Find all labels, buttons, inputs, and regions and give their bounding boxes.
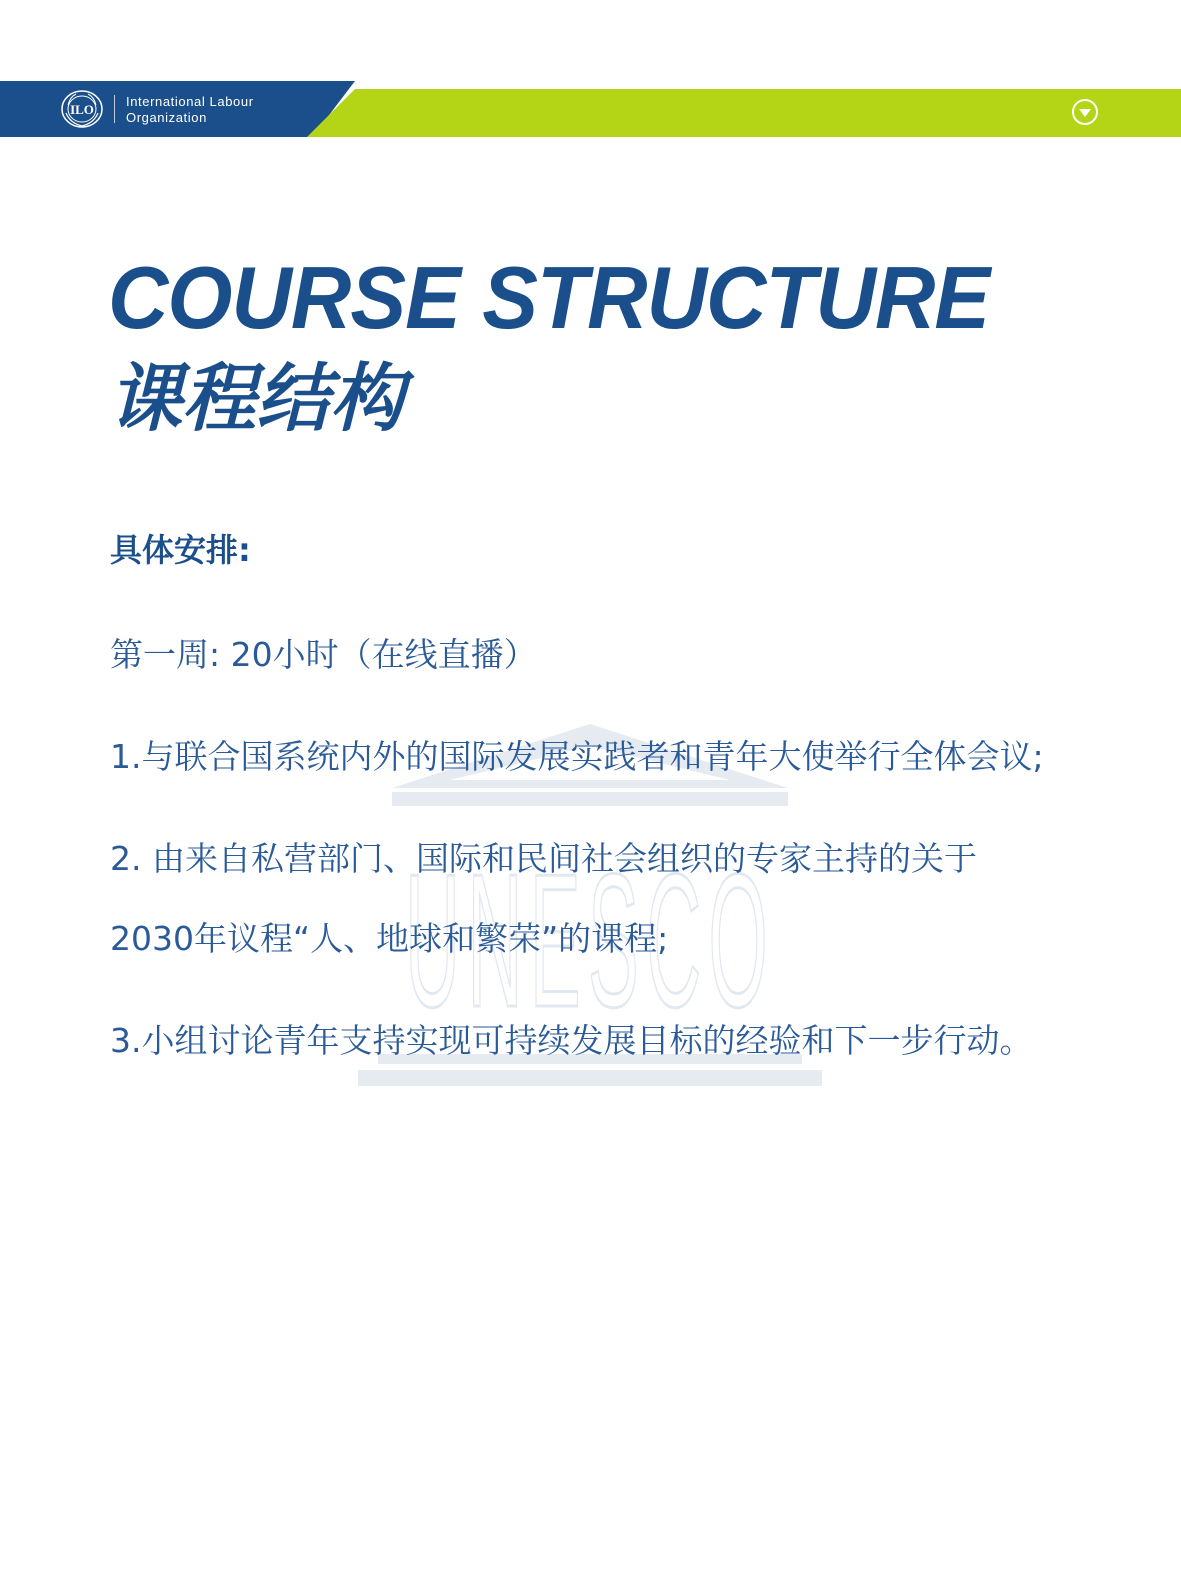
list-item: 3.小组讨论青年支持实现可持续发展目标的经验和下一步行动。 <box>110 1021 1033 1060</box>
list-item-continuation: 2030年议程“人、地球和繁荣”的课程; <box>110 919 669 958</box>
header-divider <box>114 95 115 123</box>
list-item: 2. 由来自私营部门、国际和民间社会组织的专家主持的关于 <box>110 839 977 878</box>
header-band <box>0 81 1181 137</box>
organization-name <box>126 94 254 126</box>
chevron-down-circle-icon[interactable] <box>1071 98 1099 126</box>
list-item: 1.与联合国系统内外的国际发展实践者和青年大使举行全体会议; <box>110 737 1044 776</box>
watermark-text: UNESCO <box>405 835 775 1047</box>
schedule-week: 第一周: 20小时（在线直播） <box>110 635 537 674</box>
page-title-chinese: 课程结构 <box>108 356 404 442</box>
ilo-emblem-icon <box>60 89 104 129</box>
svg-text:ILO: ILO <box>70 102 94 117</box>
organization-name-line2: Organization <box>126 110 207 125</box>
page-title-english: COURSE STRUCTURE <box>108 248 990 347</box>
organization-name-line1: International Labour <box>126 94 254 109</box>
section-subheading: 具体安排: <box>110 531 251 569</box>
header-green-bar <box>307 89 1181 137</box>
